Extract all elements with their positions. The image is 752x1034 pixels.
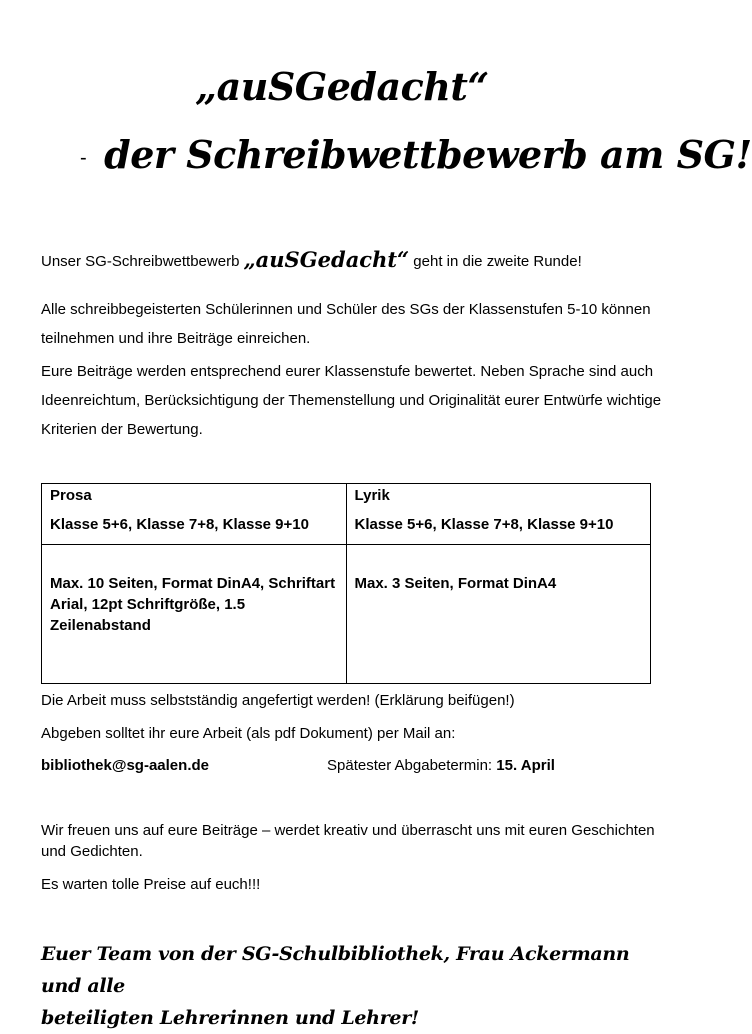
intro-brand: „auSGedacht“ xyxy=(243,247,410,272)
prizes-paragraph: Es warten tolle Preise auf euch!!! xyxy=(41,876,261,893)
page-title: „auSGedacht“ xyxy=(195,64,489,109)
subtitle-dash: - xyxy=(80,147,87,169)
lyrik-requirements-cell xyxy=(346,545,651,684)
deadline xyxy=(327,756,555,776)
contact-email-link[interactable]: bibliothek@sg-aalen.de xyxy=(41,757,209,774)
table-body-row xyxy=(42,545,651,684)
intro-after: geht in die zweite Runde! xyxy=(409,253,582,270)
subtitle-text: der Schreibwettbewerb am SG! xyxy=(104,132,752,177)
contact-row xyxy=(41,756,661,776)
signature-line-1: Euer Team von der SG-Schulbibliothek, Frau Ackermann und alle xyxy=(41,943,630,997)
requirements-table xyxy=(41,483,651,684)
eligibility-paragraph: Alle schreibbegeisterten Schülerinnen und Schüler des SGs der Klassenstufen 5-10 können teilnehmen und ihre Beiträge einreichen. xyxy=(41,301,651,347)
intro-before: Unser SG-Schreibwettbewerb xyxy=(41,253,244,270)
page-subtitle xyxy=(80,132,752,177)
deadline-label: Spätester Abgabetermin: xyxy=(327,757,497,774)
prosa-label: Prosa xyxy=(50,487,92,504)
lyrik-label: Lyrik xyxy=(354,487,390,504)
table-header-row xyxy=(42,484,651,545)
prosa-requirements-cell xyxy=(42,545,347,684)
deadline-value: 15. April xyxy=(496,757,555,774)
lyrik-header-cell xyxy=(346,484,651,545)
prosa-requirements: Max. 10 Seiten, Format DinA4, Schriftart Arial, 12pt Schriftgröße, 1.5 Zeilenabstand xyxy=(50,575,336,634)
closing-paragraph: Wir freuen uns auf eure Beiträge – werdet kreativ und überrascht uns mit euren Geschichten und Gedichten. xyxy=(41,822,655,860)
prosa-header-cell xyxy=(42,484,347,545)
submission-note: Abgeben solltet ihr eure Arbeit (als pdf Dokument) per Mail an: xyxy=(41,725,456,742)
lyrik-classes: Klasse 5+6, Klasse 7+8, Klasse 9+10 xyxy=(354,516,614,533)
signature-line-2: beteiligten Lehrerinnen und Lehrer! xyxy=(41,1007,419,1029)
intro-paragraph xyxy=(41,244,661,276)
lyrik-requirements: Max. 3 Seiten, Format DinA4 xyxy=(354,575,557,592)
signature xyxy=(41,938,661,1034)
criteria-paragraph: Eure Beiträge werden entsprechend eurer Klassenstufe bewertet. Neben Sprache sind auch Ideenreichtum, Berücksichtigung der Themenstellung und Originalität eurer Entwürfe wichtige Kriterien der Bewertung. xyxy=(41,363,662,438)
independence-note: Die Arbeit muss selbstständig angefertigt werden! (Erklärung beifügen!) xyxy=(41,692,515,709)
prosa-classes: Klasse 5+6, Klasse 7+8, Klasse 9+10 xyxy=(50,516,309,533)
